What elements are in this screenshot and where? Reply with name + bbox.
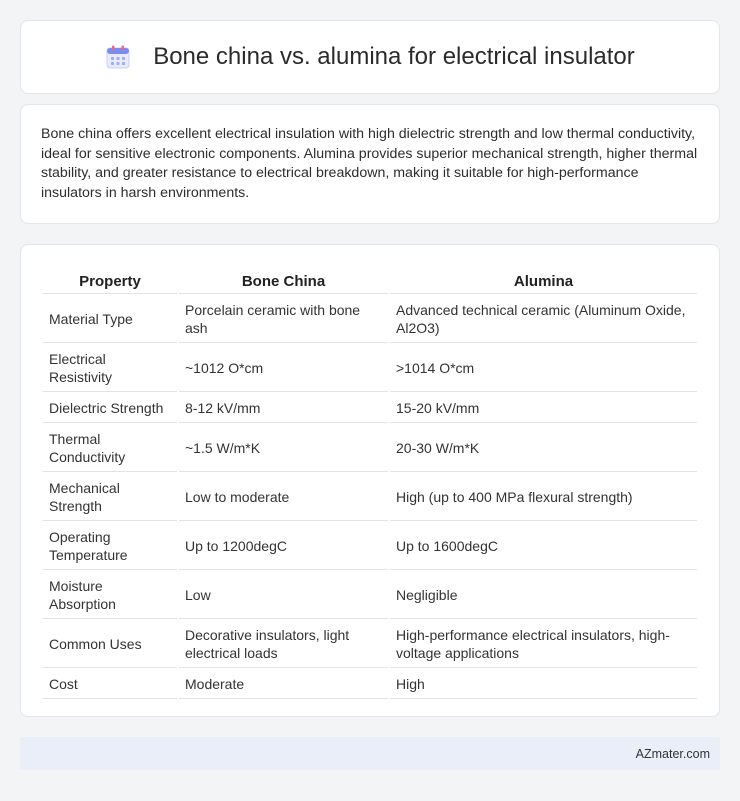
cell-bone-china: Decorative insulators, light electrical loads (179, 621, 388, 668)
table-row (43, 670, 697, 699)
footer (20, 737, 720, 770)
cell-bone-china: Low to moderate (179, 474, 388, 521)
cell-alumina: 20-30 W/m*K (390, 425, 697, 472)
table-row (43, 296, 697, 343)
table-row (43, 523, 697, 570)
calendar-icon (105, 44, 131, 70)
table-row (43, 572, 697, 619)
comparison-table (41, 263, 699, 701)
summary-text: Bone china offers excellent electrical insulation with high dielectric strength and low thermal conductivity, ideal for sensitive electronic components. Alumina provides superior mechanical strength, higher thermal stability, and greater resistance to electrical breakdown, making it suitable for high-performance insulators in harsh environments. (41, 126, 698, 201)
cell-bone-china: Up to 1200degC (179, 523, 388, 570)
cell-bone-china: Low (179, 572, 388, 619)
cell-bone-china: 8-12 kV/mm (179, 394, 388, 423)
footer-site-name: AZmater.com (635, 746, 710, 761)
cell-alumina: >1014 O*cm (390, 345, 697, 392)
cell-bone-china: Moderate (179, 670, 388, 699)
comparison-table-card (20, 244, 720, 717)
table-row (43, 621, 697, 668)
cell-property: Material Type (43, 296, 177, 343)
cell-alumina: Up to 1600degC (390, 523, 697, 570)
cell-property: Thermal Conductivity (43, 425, 177, 472)
header-alumina: Alumina (390, 265, 697, 294)
cell-property: Common Uses (43, 621, 177, 668)
table-row (43, 425, 697, 472)
cell-alumina: High-performance electrical insulators, high-voltage applications (390, 621, 697, 668)
cell-alumina: Advanced technical ceramic (Aluminum Oxide, Al2O3) (390, 296, 697, 343)
cell-alumina: High (up to 400 MPa flexural strength) (390, 474, 697, 521)
cell-bone-china: Porcelain ceramic with bone ash (179, 296, 388, 343)
table-row (43, 394, 697, 423)
cell-property: Moisture Absorption (43, 572, 177, 619)
header-bone-china: Bone China (179, 265, 388, 294)
page-title: Bone china vs. alumina for electrical insulator (153, 43, 635, 70)
cell-property: Mechanical Strength (43, 474, 177, 521)
cell-alumina: High (390, 670, 697, 699)
cell-bone-china: ~1.5 W/m*K (179, 425, 388, 472)
table-header-row (43, 265, 697, 294)
cell-property: Operating Temperature (43, 523, 177, 570)
title-card (20, 20, 720, 94)
table-row (43, 345, 697, 392)
cell-property: Dielectric Strength (43, 394, 177, 423)
cell-property: Electrical Resistivity (43, 345, 177, 392)
cell-alumina: Negligible (390, 572, 697, 619)
summary-card (20, 104, 720, 224)
header-property: Property (43, 265, 177, 294)
cell-bone-china: ~1012 O*cm (179, 345, 388, 392)
table-row (43, 474, 697, 521)
cell-property: Cost (43, 670, 177, 699)
cell-alumina: 15-20 kV/mm (390, 394, 697, 423)
